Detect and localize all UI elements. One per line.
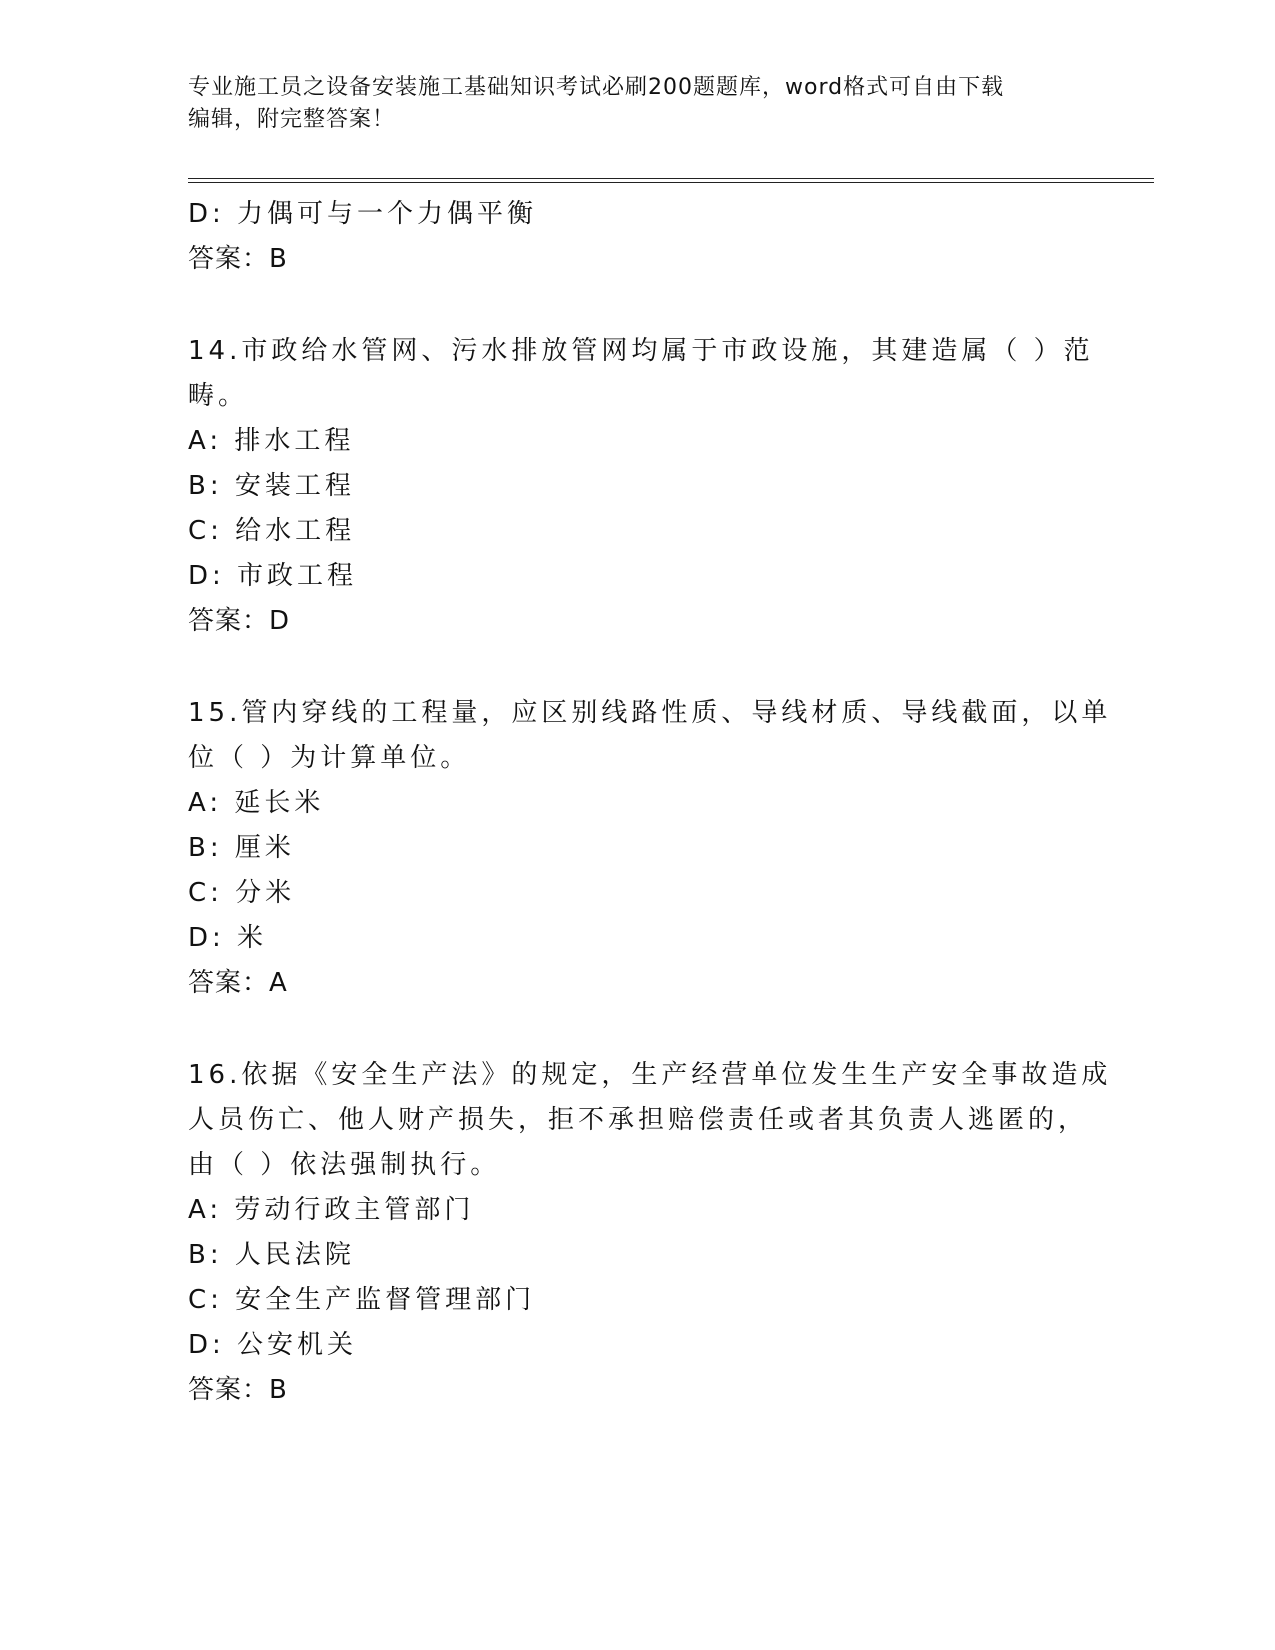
option-a: A: 延长米 <box>188 788 325 818</box>
question-14 <box>188 329 1094 644</box>
answer-line: 答案：B <box>188 244 288 274</box>
answer-line: 答案：D <box>188 606 291 636</box>
header-divider <box>188 178 1154 183</box>
question-text: 14.市政给水管网、污水排放管网均属于市政设施，其建造属（ ）范 <box>188 336 1094 366</box>
option-d: D: 公安机关 <box>188 1330 358 1360</box>
option-d: D: 米 <box>188 923 268 953</box>
option-c: C: 安全生产监督管理部门 <box>188 1285 536 1315</box>
question-list <box>188 192 1112 1413</box>
header-line-1: 专业施工员之设备安装施工基础知识考试必刷200题题库，word格式可自由下载 <box>188 75 1005 100</box>
spacer <box>188 644 1078 691</box>
option-d: D: 市政工程 <box>188 561 358 591</box>
header-line-2: 编辑，附完整答案！ <box>188 107 396 132</box>
option-c: C: 给水工程 <box>188 516 356 546</box>
option-b: B: 人民法院 <box>188 1240 355 1270</box>
answer-line: 答案：B <box>188 1375 288 1405</box>
question-15 <box>188 691 1112 1006</box>
question-text-cont: 畴。 <box>188 381 249 411</box>
page-header <box>188 72 1088 136</box>
option-d: D: 力偶可与一个力偶平衡 <box>188 199 538 229</box>
option-c: C: 分米 <box>188 878 296 908</box>
question-text: 16.依据《安全生产法》的规定，生产经营单位发生生产安全事故造成 <box>188 1060 1112 1090</box>
spacer <box>188 282 1078 329</box>
answer-line: 答案：A <box>188 968 288 998</box>
option-b: B: 安装工程 <box>188 471 355 501</box>
option-a: A: 排水工程 <box>188 426 355 456</box>
question-16 <box>188 1053 1112 1413</box>
question-text-cont: 由（ ）依法强制执行。 <box>188 1150 501 1180</box>
question-text-cont: 位（ ）为计算单位。 <box>188 743 471 773</box>
question-text: 15.管内穿线的工程量，应区别线路性质、导线材质、导线截面，以单 <box>188 698 1112 728</box>
spacer <box>188 1006 1078 1053</box>
question-text-cont: 人员伤亡、他人财产损失，拒不承担赔偿责任或者其负责人逃匿的， <box>188 1105 1089 1135</box>
option-a: A: 劳动行政主管部门 <box>188 1195 475 1225</box>
option-b: B: 厘米 <box>188 833 295 863</box>
